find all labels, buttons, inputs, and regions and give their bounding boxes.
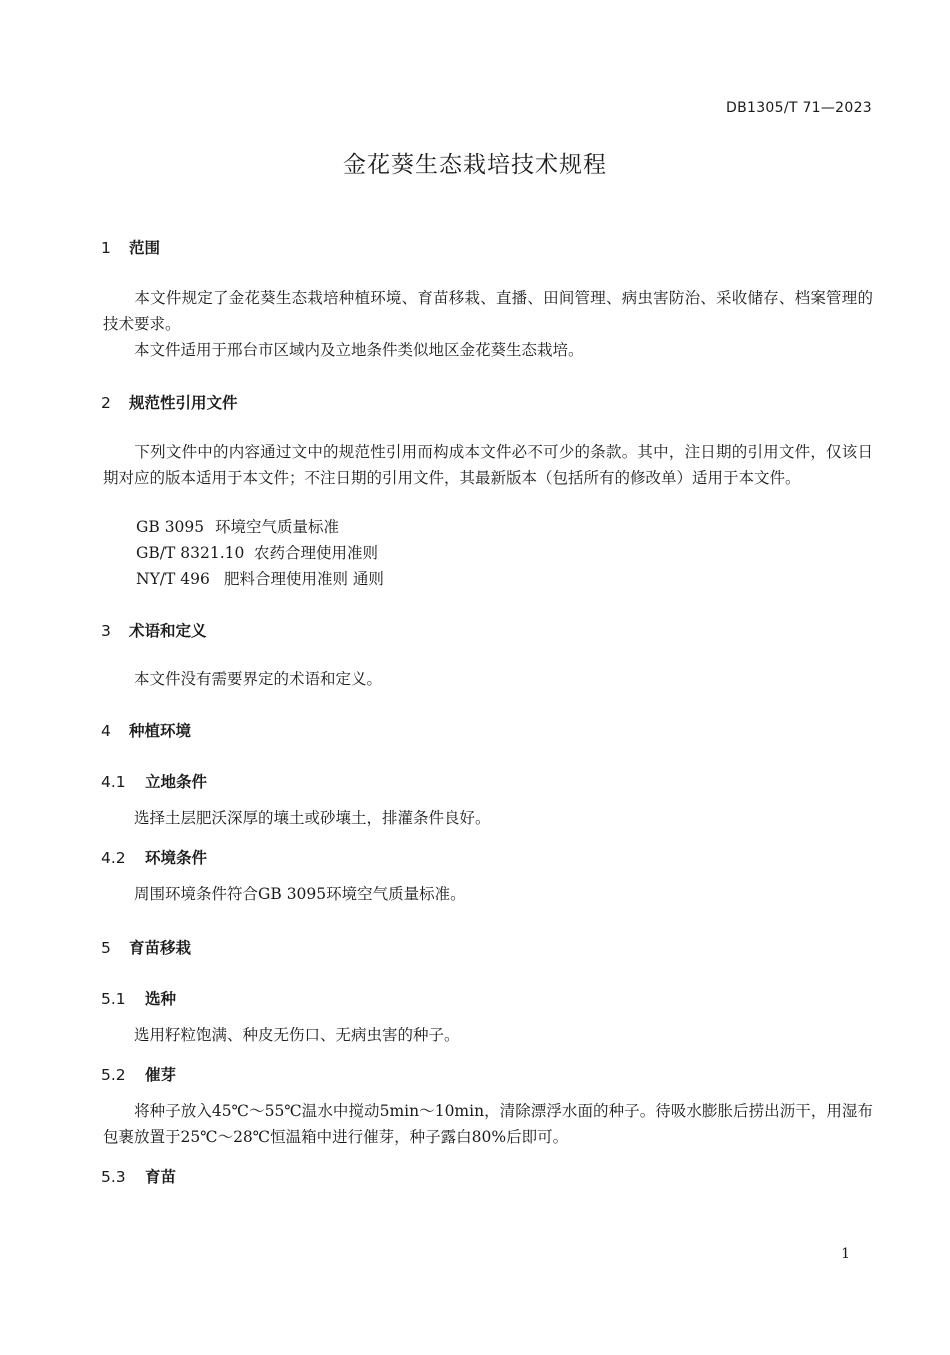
reference-name: 肥料合理使用准则 通则 xyxy=(224,570,384,588)
section-title: 术语和定义 xyxy=(129,622,207,640)
section-5-1-heading xyxy=(101,987,176,1009)
section-title: 育苗 xyxy=(145,1168,177,1186)
section-4-1-heading xyxy=(101,770,207,792)
section-5-2-heading xyxy=(101,1063,176,1085)
section-3-paragraph-1: 本文件没有需要界定的术语和定义。 xyxy=(103,670,383,688)
section-title: 种植环境 xyxy=(129,722,192,740)
section-number: 5.1 xyxy=(101,990,126,1008)
reference-name: 农药合理使用准则 xyxy=(254,544,379,562)
section-5-3-heading xyxy=(101,1165,176,1187)
section-3-heading xyxy=(101,619,207,641)
section-1-paragraph-2: 本文件适用于邢台市区域内及立地条件类似地区金花葵生态栽培。 xyxy=(103,341,584,359)
section-number: 4 xyxy=(101,722,111,740)
section-4-2-text: 周围环境条件符合GB 3095环境空气质量标准。 xyxy=(103,885,466,903)
page-title: 金花葵生态栽培技术规程 xyxy=(343,152,607,178)
section-number: 4.1 xyxy=(101,773,126,791)
reference-name: 环境空气质量标准 xyxy=(215,518,340,536)
section-title: 环境条件 xyxy=(145,849,208,867)
section-5-1-text: 选用籽粒饱满、种皮无伤口、无病虫害的种子。 xyxy=(103,1026,460,1044)
section-number: 5.3 xyxy=(101,1168,126,1186)
document-code: DB1305/T 71—2023 xyxy=(726,100,872,116)
section-1-paragraph-1: 本文件规定了金花葵生态栽培种植环境、育苗移栽、直播、田间管理、病虫害防治、采收储存、档案管理的技术要求。 xyxy=(103,289,873,333)
section-title: 立地条件 xyxy=(145,773,208,791)
reference-code: GB/T 8321.10 xyxy=(136,544,245,562)
section-4-1-text: 选择土层肥沃深厚的壤土或砂壤土，排灌条件良好。 xyxy=(103,809,491,827)
section-number: 5.2 xyxy=(101,1066,126,1084)
section-title: 育苗移栽 xyxy=(129,939,192,957)
section-1-heading xyxy=(101,236,160,258)
section-title: 范围 xyxy=(129,239,161,257)
section-number: 5 xyxy=(101,939,111,957)
section-2-heading xyxy=(101,391,238,413)
section-4-2-heading xyxy=(101,846,207,868)
section-2-paragraph-1: 下列文件中的内容通过文中的规范性引用而构成本文件必不可少的条款。其中，注日期的引用文件，仅该日期对应的版本适用于本文件；不注日期的引用文件，其最新版本（包括所有的修改单）适用于本文件。 xyxy=(103,443,873,487)
reference-item xyxy=(136,566,384,592)
page-number: 1 xyxy=(841,1246,850,1262)
section-5-heading xyxy=(101,936,191,958)
section-number: 2 xyxy=(101,394,111,412)
section-number: 3 xyxy=(101,622,111,640)
section-title: 催芽 xyxy=(145,1066,177,1084)
section-5-2-text: 将种子放入45℃～55℃温水中搅动5min～10min，清除漂浮水面的种子。待吸水膨胀后捞出沥干，用湿布包裹放置于25℃～28℃恒温箱中进行催芽，种子露白80%后即可。 xyxy=(103,1102,873,1146)
section-title: 规范性引用文件 xyxy=(129,394,238,412)
section-title: 选种 xyxy=(145,990,177,1008)
reference-code: GB 3095 xyxy=(136,518,205,536)
section-number: 4.2 xyxy=(101,849,126,867)
section-number: 1 xyxy=(101,239,111,257)
section-4-heading xyxy=(101,719,191,741)
reference-item xyxy=(136,514,339,540)
reference-code: NY/T 496 xyxy=(136,570,210,588)
reference-item xyxy=(136,540,378,566)
